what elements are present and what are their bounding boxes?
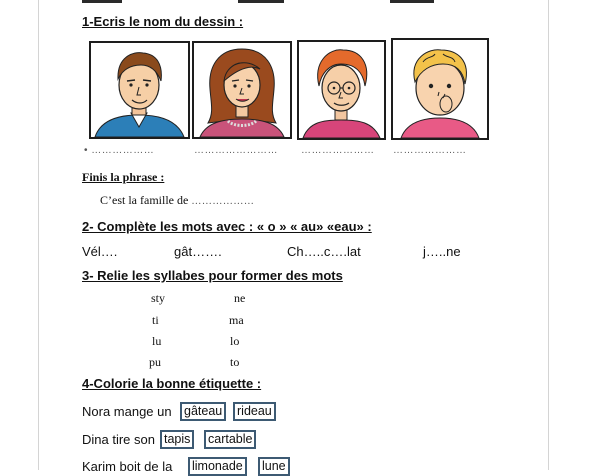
man-portrait-icon (89, 41, 190, 139)
label-option[interactable]: cartable (204, 430, 256, 449)
word-to-complete: gât……. (174, 244, 222, 259)
syllable-right[interactable]: ma (229, 313, 244, 327)
answer-blank[interactable]: …………………… (194, 145, 278, 156)
top-mark (238, 0, 284, 3)
finis-sentence-text: C’est la famille de (100, 193, 189, 207)
answer-blank[interactable]: • ……………… (84, 145, 155, 156)
syllable-left[interactable]: pu (149, 355, 161, 369)
syllable-right[interactable]: ne (234, 291, 246, 305)
syllable-left[interactable]: ti (152, 313, 159, 327)
label-option[interactable]: lune (258, 457, 290, 476)
word-to-complete: Vél…. (82, 244, 118, 259)
syllable-right[interactable]: lo (230, 334, 240, 348)
sentence-text: Nora mange un (82, 404, 172, 419)
word-to-complete: j…..ne (423, 244, 461, 259)
left-margin-line (38, 0, 39, 470)
label-option[interactable]: limonade (188, 457, 247, 476)
sentence-text: Karim boit de la (82, 459, 173, 474)
section3-title: 3- Relie les syllabes pour former des mots (82, 268, 343, 283)
answer-blank[interactable]: ………………… (393, 145, 467, 156)
section1-title: 1-Ecris le nom du dessin : (82, 14, 244, 29)
section4-title: 4-Colorie la bonne étiquette : (82, 376, 262, 391)
finis-title: Finis la phrase : (82, 170, 165, 184)
finis-blank[interactable]: ……………… (191, 196, 255, 207)
sentence-text: Dina tire son (82, 432, 155, 447)
label-option[interactable]: tapis (160, 430, 194, 449)
grandmother-portrait-icon (297, 40, 386, 140)
syllable-left[interactable]: lu (152, 334, 162, 348)
baby-portrait-icon (391, 38, 489, 140)
answer-blank[interactable]: ………………… (301, 145, 375, 156)
finis-sentence (100, 193, 254, 208)
woman-portrait-icon (192, 41, 292, 139)
section2-title: 2- Complète les mots avec : « o » « au» «eau» : (82, 219, 372, 234)
label-option[interactable]: rideau (233, 402, 276, 421)
word-to-complete: Ch…..c….lat (287, 244, 361, 259)
right-margin-line (548, 0, 549, 470)
top-mark (82, 0, 122, 3)
label-option[interactable]: gâteau (180, 402, 226, 421)
top-mark (390, 0, 434, 3)
syllable-right[interactable]: to (230, 355, 240, 369)
syllable-left[interactable]: sty (151, 291, 166, 305)
